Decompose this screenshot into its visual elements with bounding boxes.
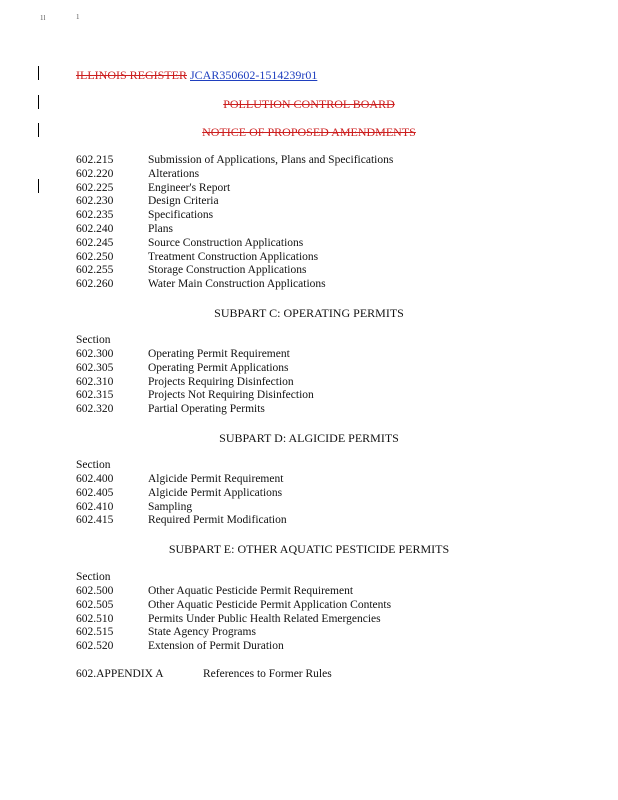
section-number: 602.510	[76, 612, 114, 625]
section-number: 602.515	[76, 626, 114, 639]
change-bar	[38, 66, 39, 80]
section-number: 602.315	[76, 389, 114, 402]
appendix-row	[76, 668, 332, 680]
section-number: 602.220	[76, 167, 114, 180]
section-label: Section	[76, 571, 111, 583]
section-number: 602.520	[76, 640, 114, 653]
section-number: 602.240	[76, 223, 114, 235]
section-number: 602.500	[76, 585, 114, 597]
section-title: Source Construction Applications	[148, 236, 304, 249]
section-title: Permits Under Public Health Related Emergencies	[148, 612, 381, 625]
page-corner-mark-2: 1	[76, 13, 80, 21]
section-title: Water Main Construction Applications	[148, 278, 326, 291]
section-title: Other Aquatic Pesticide Permit Requirement	[148, 585, 354, 597]
appendix-title: References to Former Rules	[203, 668, 332, 680]
appendix-number: 602.APPENDIX A	[76, 668, 164, 680]
section-title: Algicide Permit Applications	[148, 486, 283, 499]
section-title: Extension of Permit Duration	[148, 640, 284, 653]
register-header	[76, 68, 317, 83]
section-title: Specifications	[148, 209, 214, 222]
section-number: 602.415	[76, 514, 114, 527]
section-number: 602.225	[76, 181, 114, 194]
section-number: 602.260	[76, 278, 114, 291]
section-title: Partial Operating Permits	[148, 403, 265, 416]
section-number: 602.410	[76, 500, 114, 513]
section-number: 602.215	[76, 154, 114, 166]
section-number: 602.235	[76, 209, 114, 222]
section-title: Operating Permit Applications	[148, 361, 289, 374]
section-title: Operating Permit Requirement	[148, 348, 290, 360]
section-title: Projects Not Requiring Disinfection	[148, 389, 314, 402]
notice-title: NOTICE OF PROPOSED AMENDMENTS	[202, 125, 416, 139]
section-label: Section	[76, 459, 111, 471]
section-title: Treatment Construction Applications	[148, 250, 319, 263]
section-title: Projects Requiring Disinfection	[148, 375, 294, 388]
board-title: POLLUTION CONTROL BOARD	[223, 97, 395, 111]
section-number: 602.405	[76, 486, 114, 499]
section-title: Sampling	[148, 500, 193, 513]
section-number: 602.230	[76, 195, 114, 208]
section-number: 602.250	[76, 250, 114, 263]
page-corner-mark: 1l	[40, 14, 46, 22]
section-title: Other Aquatic Pesticide Permit Application Contents	[148, 598, 392, 611]
section-title: State Agency Programs	[148, 626, 256, 639]
section-number: 602.505	[76, 598, 114, 611]
section-number: 602.305	[76, 361, 114, 374]
section-number: 602.300	[76, 348, 114, 360]
section-number: 602.245	[76, 236, 114, 249]
section-title: Submission of Applications, Plans and Specifications	[148, 154, 394, 166]
subpart-d-heading: SUBPART D: ALGICIDE PERMITS	[219, 431, 399, 445]
section-title: Algicide Permit Requirement	[148, 473, 284, 485]
section-title: Plans	[148, 223, 173, 235]
section-label: Section	[76, 334, 111, 346]
section-number: 602.310	[76, 375, 114, 388]
section-title: Required Permit Modification	[148, 514, 287, 527]
section-number: 602.255	[76, 264, 114, 277]
section-number: 602.400	[76, 473, 114, 485]
subpart-e-heading: SUBPART E: OTHER AQUATIC PESTICIDE PERMITS	[168, 542, 450, 556]
section-title: Engineer's Report	[148, 181, 231, 194]
subpart-c-heading: SUBPART C: OPERATING PERMITS	[214, 306, 404, 320]
section-number: 602.320	[76, 403, 114, 416]
section-title: Alterations	[148, 167, 200, 180]
section-title: Design Criteria	[148, 195, 219, 208]
struck-register-title: ILLINOIS REGISTER	[76, 68, 187, 82]
section-title: Storage Construction Applications	[148, 264, 307, 277]
change-bar	[38, 179, 39, 193]
inserted-jcar-id: JCAR350602-1514239r01	[190, 68, 318, 82]
